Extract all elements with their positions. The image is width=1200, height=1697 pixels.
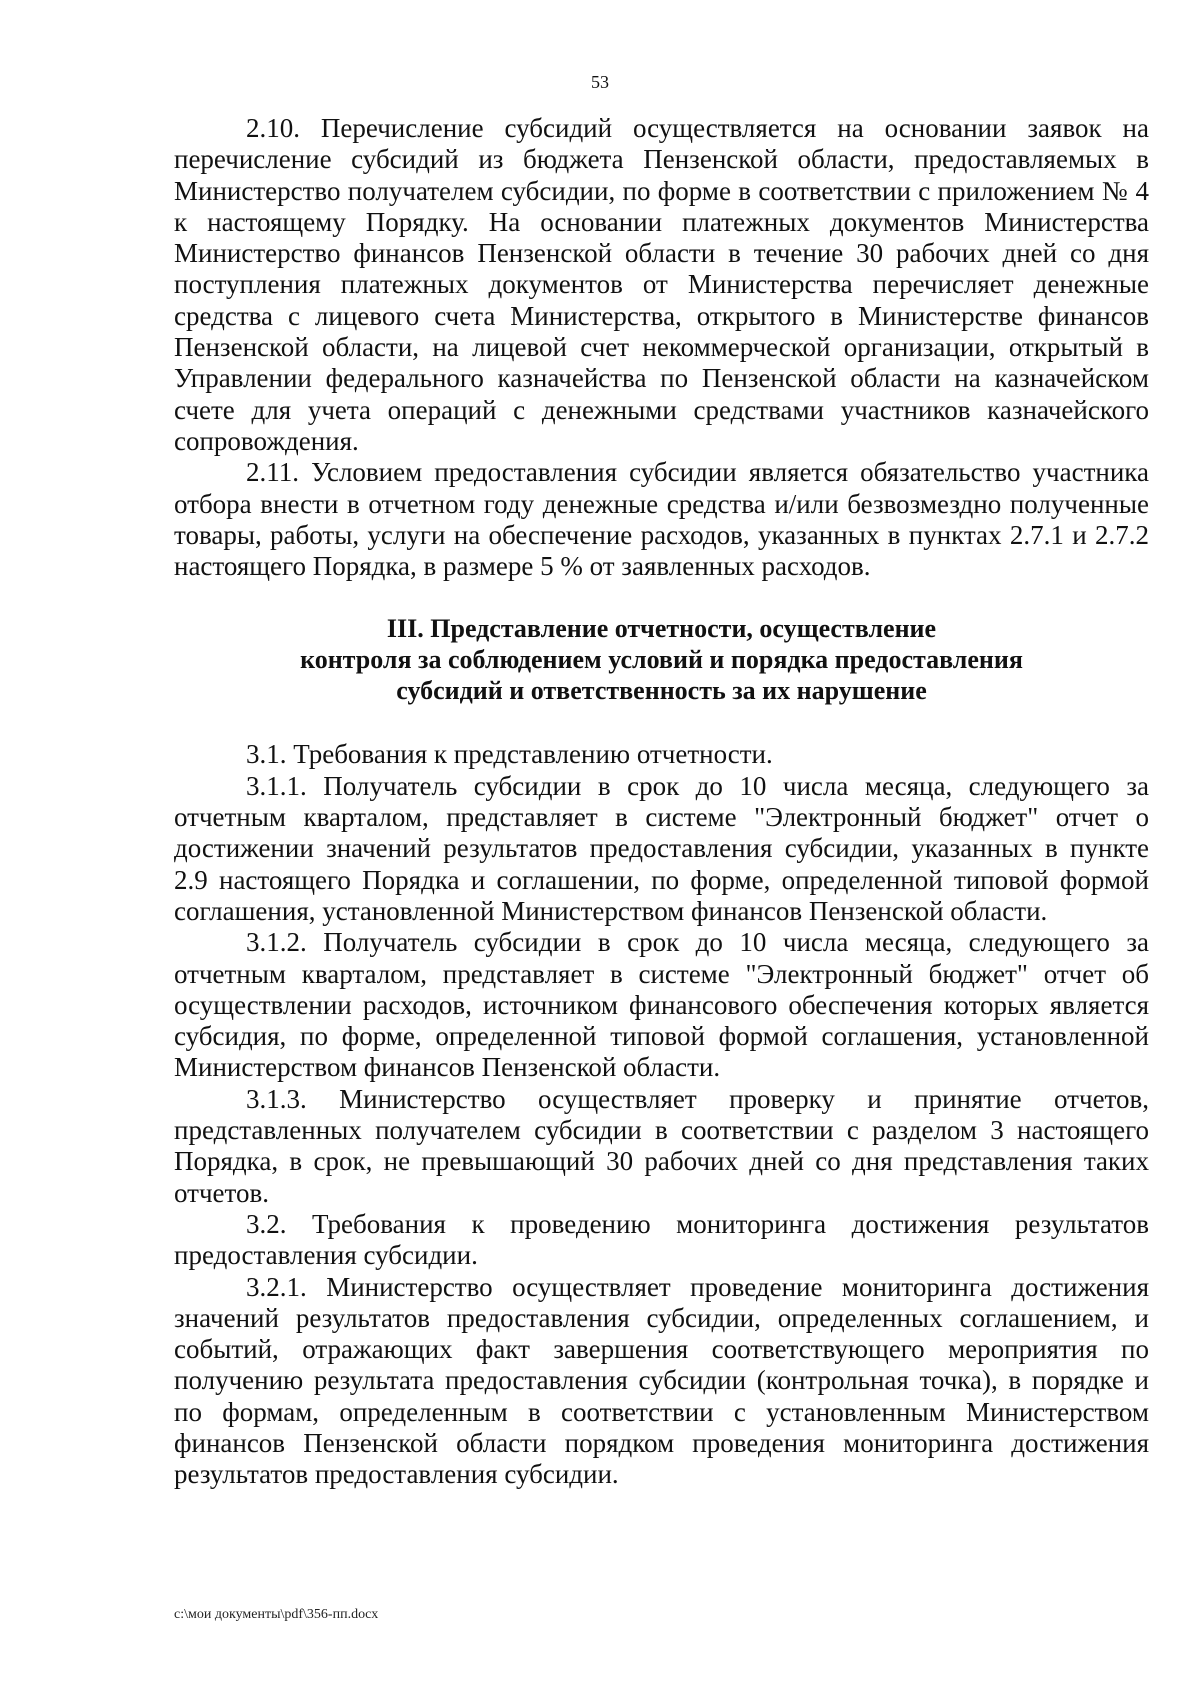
section-heading-line: III. Представление отчетности, осуществление	[386, 614, 937, 644]
footer-file-path: c:\мои документы\pdf\356-пп.docx	[174, 1607, 379, 1622]
paragraph-3-2-1: 3.2.1. Министерство осуществляет проведение мониторинга достижения значений результатов предоставления субсидии, определенных соглашением, и событий, отражающих факт завершения соответствующего мероприятия по получению результата предоставления субсидии (контрольная точка), в порядке и по формам, определенным в соответствии с установленным Министерством финансов Пензенской области порядком проведения мониторинга достижения результатов предоставления субсидии.	[174, 1271, 1149, 1490]
paragraph-2-10: 2.10. Перечисление субсидий осуществляется на основании заявок на перечисление субсидий из бюджета Пензенской области, предоставляемых в Министерство получателем субсидии, по форме в соответствии с приложением № 4 к настоящему Порядку. На основании платежных документов Министерства Министерство финансов Пензенской области в течение 30 рабочих дней со дня поступления платежных документов от Министерства перечисляет денежные средства с лицевого счета Министерства, открытого в Министерстве финансов Пензенской области, на лицевой счет некоммерческой организации, открытый в Управлении федерального казначейства по Пензенской области на казначейском счете для учета операций с денежными средствами участников казначейского сопровождения.	[174, 113, 1149, 456]
paragraph-3-2: 3.2. Требования к проведению мониторинга достижения результатов предоставления субсидии.	[174, 1208, 1149, 1271]
page-number: 53	[591, 72, 609, 92]
document-body	[174, 113, 1149, 1491]
paragraph-3-1-2: 3.1.2. Получатель субсидии в срок до 10 числа месяца, следующего за отчетным кварталом, представляет в системе "Электронный бюджет" отчет об осуществлении расходов, источником финансового обеспечения которых является субсидия, по форме, определенной типовой формой соглашения, установленной Министерством финансов Пензенской области.	[174, 927, 1149, 1083]
section-heading-iii	[174, 613, 1149, 706]
paragraph-3-1-1: 3.1.1. Получатель субсидии в срок до 10 числа месяца, следующего за отчетным кварталом, представляет в системе "Электронный бюджет" отчет о достижении значений результатов предоставления субсидии, указанных в пункте 2.9 настоящего Порядка и соглашении, по форме, определенной типовой формой соглашения, установленной Министерством финансов Пензенской области.	[174, 770, 1149, 926]
paragraph-3-1-3: 3.1.3. Министерство осуществляет проверку и принятие отчетов, представленных получателем субсидии в соответствии с разделом 3 настоящего Порядка, в срок, не превышающий 30 рабочих дней со дня представления таких отчетов.	[174, 1083, 1149, 1208]
paragraph-2-11: 2.11. Условием предоставления субсидии является обязательство участника отбора внести в отчетном году денежные средства и/или безвозмездно полученные товары, работы, услуги на обеспечение расходов, указанных в пунктах 2.7.1 и 2.7.2 настоящего Порядка, в размере 5 % от заявленных расходов.	[174, 457, 1149, 582]
section-heading-line: контроля за соблюдением условий и порядка предоставления	[300, 645, 1023, 675]
paragraph-3-1: 3.1. Требования к представлению отчетности.	[246, 739, 773, 770]
section-heading-line: субсидий и ответственность за их нарушение	[396, 676, 927, 706]
